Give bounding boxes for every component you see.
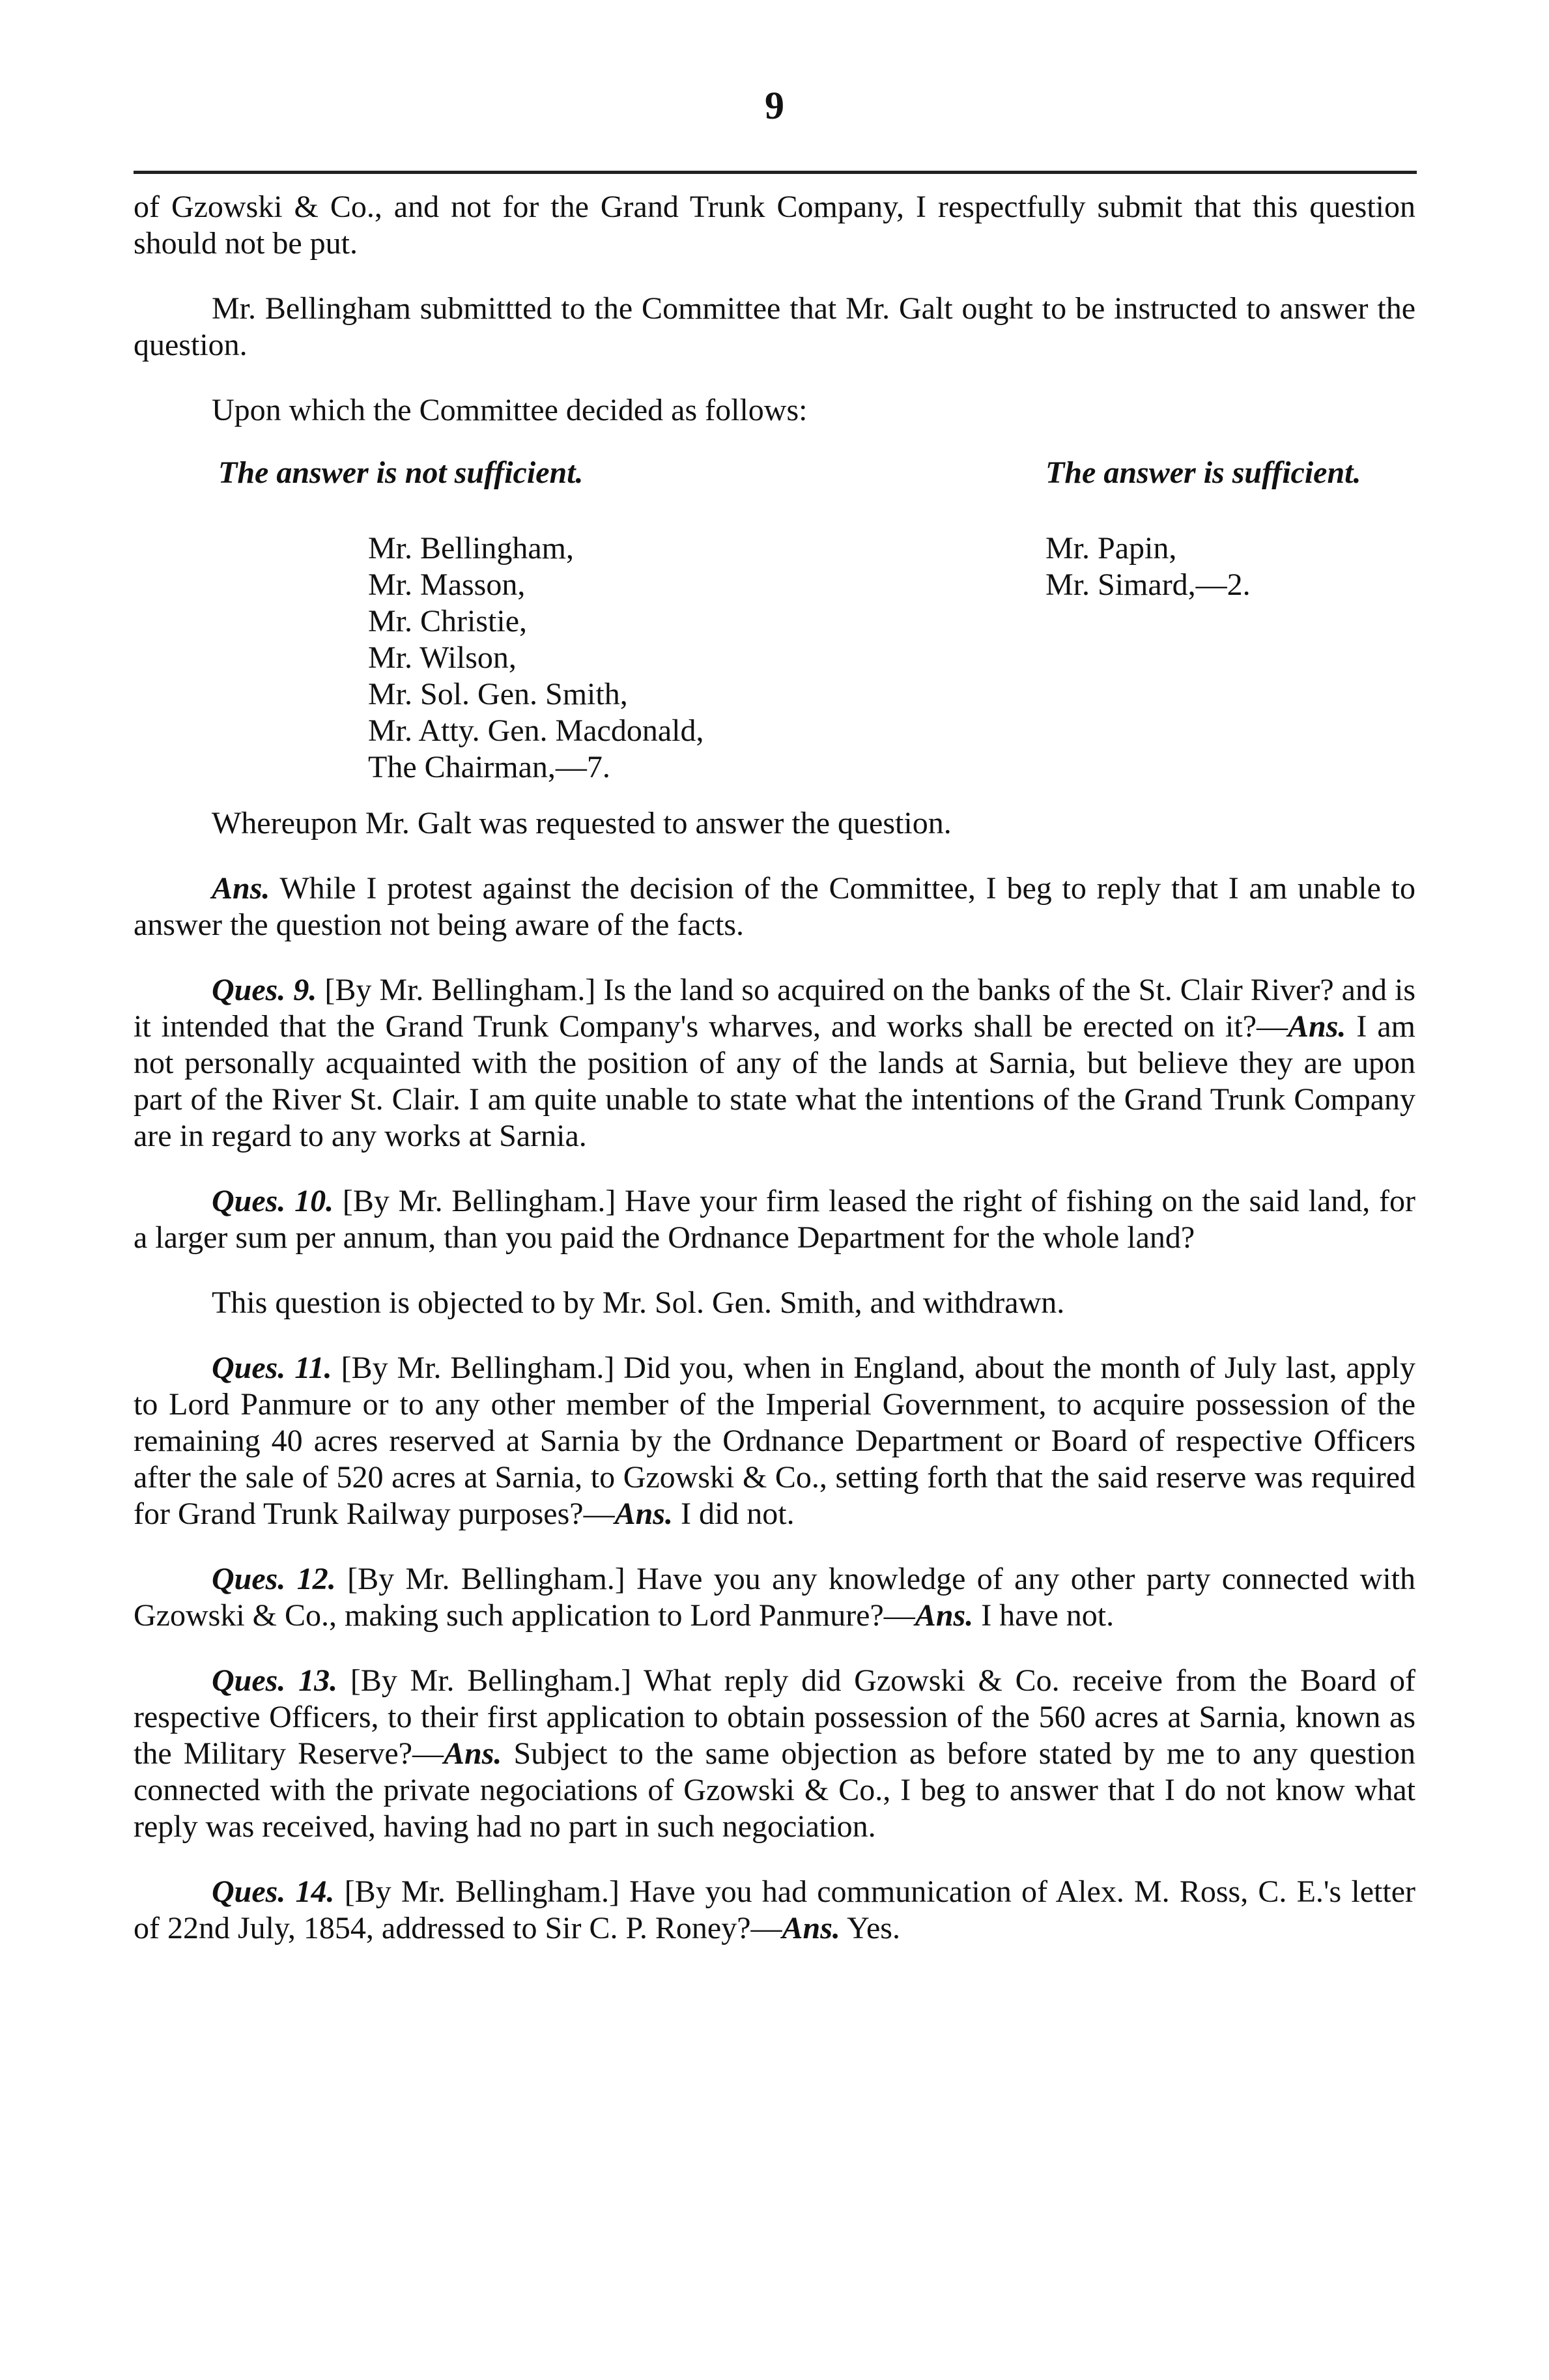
question-label: Ques. 11. xyxy=(212,1351,332,1385)
answer-label: Ans. xyxy=(915,1598,974,1633)
question-text: [By Mr. Bellingham.] Have your firm leased the right of fishing on the said land, for a larger sum per annum, than you paid the Ordnance Department for the whole land? xyxy=(134,1184,1416,1255)
voter-name: Mr. Sol. Gen. Smith, xyxy=(368,677,628,711)
voter-name: Mr. Papin, xyxy=(1045,531,1177,566)
answer-label: Ans. xyxy=(782,1911,840,1945)
question-text: [By Mr. Bellingham.] Have you any knowledge of any other party connected with Gzowski & Co., making such application to Lord Panmure?— xyxy=(134,1562,1416,1633)
question-13 xyxy=(134,1663,1415,1845)
answer-label: Ans. xyxy=(614,1497,673,1531)
voter-name: Mr. Simard,—2. xyxy=(1045,567,1251,602)
paragraph-continuation: of Gzowski & Co., and not for the Grand Trunk Company, I respectfully submit that this question should not be put. xyxy=(134,190,1415,261)
answer-text: I have not. xyxy=(981,1598,1115,1633)
answer-text: Yes. xyxy=(847,1911,900,1945)
page-number: 9 xyxy=(765,84,784,127)
voter-name: Mr. Christie, xyxy=(368,604,528,638)
paragraph-objection: This question is objected to by Mr. Sol. Gen. Smith, and withdrawn. xyxy=(212,1285,1065,1320)
question-11 xyxy=(134,1350,1415,1532)
vote-column-not-sufficient xyxy=(134,455,857,786)
page-body xyxy=(134,189,1415,1975)
voter-name: Mr. Atty. Gen. Macdonald, xyxy=(368,713,704,748)
header-rule xyxy=(134,171,1417,174)
question-text: [By Mr. Bellingham.] Is the land so acquired on the banks of the St. Clair River? and is it intended that the Grand Trunk Company's wharves, and works shall be erected on it?— xyxy=(134,973,1415,1044)
paragraph-bellingham-submission: Mr. Bellingham submittted to the Committee that Mr. Galt ought to be instructed to answer the question. xyxy=(134,291,1415,362)
question-label: Ques. 9. xyxy=(212,973,317,1007)
vote-list-sufficient xyxy=(1045,530,1415,603)
voter-name: Mr. Wilson, xyxy=(368,640,517,675)
paragraph-galt-requested: Whereupon Mr. Galt was requested to answer the question. xyxy=(212,806,952,840)
answer-label: Ans. xyxy=(444,1736,502,1771)
question-12 xyxy=(134,1561,1415,1634)
question-label: Ques. 14. xyxy=(212,1874,335,1909)
question-label: Ques. 12. xyxy=(212,1562,336,1596)
question-text: [By Mr. Bellingham.] What reply did Gzowski & Co. receive from the Board of respective Officers, to their first application to obtain possession of the 560 acres at Sarnia, known as the Military Reserve?— xyxy=(134,1663,1416,1771)
answer-protest xyxy=(134,870,1415,943)
vote-list-not-sufficient xyxy=(218,530,857,786)
question-text: [By Mr. Bellingham.] Did you, when in England, about the month of July last, apply to Lord Panmure or to any other member of the Imperial Government, to acquire possession of the remaining 40 acres reserved at Sarnia by the Ordnance Department or Board of respective Officers after the sale of 520 acres at Sarnia, to Gzowski & Co., setting forth that the said reserve was required for Grand Trunk Railway purposes?— xyxy=(134,1351,1416,1531)
answer-text: I did not. xyxy=(680,1497,795,1531)
vote-heading-not-sufficient: The answer is not sufficient. xyxy=(218,455,584,490)
question-10 xyxy=(134,1183,1415,1256)
question-text: [By Mr. Bellingham.] Have you had communication of Alex. M. Ross, C. E.'s letter of 22nd July, 1854, addressed to Sir C. P. Roney?— xyxy=(134,1874,1415,1945)
answer-label: Ans. xyxy=(212,871,270,906)
paragraph-committee-decision: Upon which the Committee decided as follows: xyxy=(212,393,808,427)
question-14 xyxy=(134,1874,1415,1947)
voter-name: The Chairman,—7. xyxy=(368,750,610,784)
answer-text: I am not personally acquainted with the position of any of the lands at Sarnia, but believe they are upon part of the River St. Clair. I am quite unable to state what the intentions of the Grand Trunk Company are in regard to any works at Sarnia. xyxy=(134,1009,1416,1153)
answer-text: While I protest against the decision of the Committee, I beg to reply that I am unable to answer the question not being aware of the facts. xyxy=(134,871,1416,942)
question-9 xyxy=(134,972,1415,1154)
question-label: Ques. 13. xyxy=(212,1663,338,1698)
answer-text: Subject to the same objection as before stated by me to any question connected with the private negociations of Gzowski & Co., I beg to answer that I do not know what reply was received, having had no part in such negociation. xyxy=(134,1736,1415,1844)
voter-name: Mr. Bellingham, xyxy=(368,531,574,566)
vote-heading-sufficient: The answer is sufficient. xyxy=(1045,455,1361,490)
question-label: Ques. 10. xyxy=(212,1184,334,1218)
answer-label: Ans. xyxy=(1288,1009,1346,1044)
vote-column-sufficient xyxy=(857,455,1415,786)
vote-division xyxy=(134,455,1415,786)
voter-name: Mr. Masson, xyxy=(368,567,526,602)
